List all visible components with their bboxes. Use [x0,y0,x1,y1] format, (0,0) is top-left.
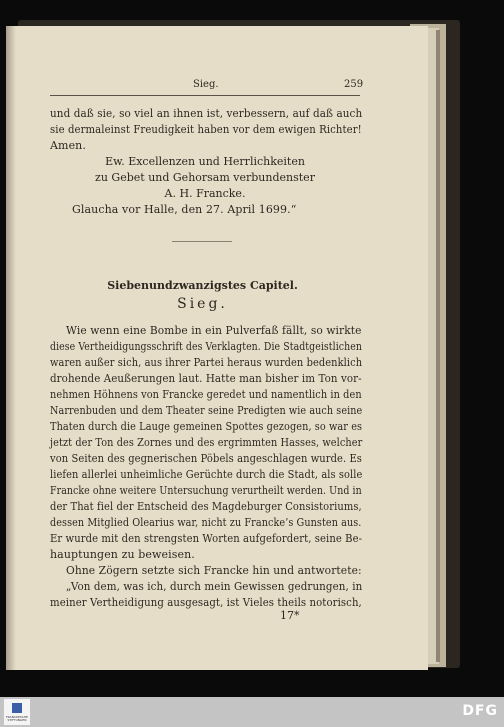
page-gutter [6,26,16,670]
text-line: Amen. [50,139,86,152]
logo-icon [12,703,22,713]
closing-line: Ew. Excellenzen und Herrlichkeiten [105,155,305,168]
signature-name: A. H. Francke. [164,187,246,200]
closing-line: zu Gebet und Gehorsam verbundenster [95,171,315,184]
body-line: Narrenbuden und dem Theater seine Predigten wie auch seine [50,404,363,417]
body-line: Er wurde mit den strengsten Worten aufgefordert, seine Be- [50,532,363,545]
body-line: Francke ohne weitere Untersuchung verurtheilt werden. Und in [50,484,362,497]
body-line: waren außer sich, aus ihrer Partei heraus wurden bedenklich [50,356,363,369]
header-rule [50,95,360,96]
page-number: 259 [344,79,364,90]
text-line: sie dermaleinst Freudigkeit haben vor dem ewigen Richter! [50,123,362,136]
body-line: Ohne Zögern setzte sich Francke hin und antwortete: [66,564,362,577]
body-line: der That fiel der Entscheid des Magdeburger Consistoriums, [50,500,362,513]
body-line: meiner Vertheidigung ausgesagt, ist Vieles theils notorisch, [50,596,362,609]
chapter-heading: Siebenundzwanzigstes Capitel. [107,279,298,292]
body-line: drohende Aeußerungen laut. Hatte man bisher im Ton vor- [50,372,362,385]
text-line: und daß sie, so viel an ihnen ist, verbessern, auf daß auch [50,107,363,120]
franckesche-stiftungen-logo [4,699,30,725]
viewer-footer [0,697,504,727]
section-divider [172,241,232,242]
page-edges-shadow [436,30,440,662]
body-line: liefen allerlei unheimliche Gerüchte durch die Stadt, als solle [50,468,363,481]
body-line: „Von dem, was ich, durch mein Gewissen gedrungen, in [66,580,363,593]
body-line: von Seiten des gegnerischen Pöbels angeschlagen wurde. Es [50,452,362,465]
signature-mark: 17* [280,609,300,622]
dfg-logo: DFG [462,703,498,719]
running-head: Sieg. [193,79,219,90]
body-line: Thaten durch die Lauge gemeinen Spottes gezogen, so war es [50,420,363,433]
body-line: hauptungen zu beweisen. [50,548,195,561]
body-line: diese Vertheidigungsschrift des Verklagten. Die Stadtgeistlichen [50,340,362,353]
body-line: Wie wenn eine Bombe in ein Pulverfaß fällt, so wirkte [66,324,362,337]
logo-text: FRANCKESCHE STIFTUNGEN [5,715,29,722]
place-date: Glaucha vor Halle, den 27. April 1699.“ [72,203,297,216]
body-line: dessen Mitglied Olearius war, nicht zu Francke’s Gunsten aus. [50,516,362,529]
body-line: jetzt der Ton des Zornes und des ergrimmten Hasses, welcher [50,436,363,449]
chapter-title: Sieg. [177,296,228,312]
body-line: nehmen Höhnens von Francke geredet und namentlich in den [50,388,362,401]
